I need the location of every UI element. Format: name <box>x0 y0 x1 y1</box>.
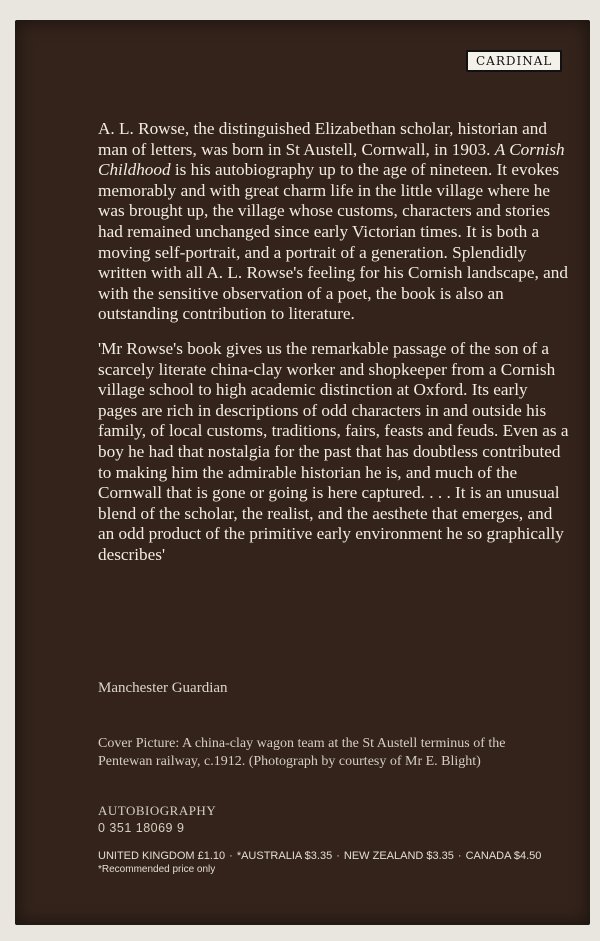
book-title: A Cornish Childhood <box>98 139 565 180</box>
isbn: 0 351 18069 9 <box>98 821 185 835</box>
price-separator: · <box>229 850 233 862</box>
price-separator: · <box>457 850 462 862</box>
description-body: is his autobiography up to the age of nineteen. It evokes memorably and with great charm life in the little village where he was brought up, the village whose customs, characters and stories had remained unchanged since early Victorian times. It is both a moving self-portrait, and a portrait of a generation. Splendidly written with all A. L. Rowse's feeling for his Cornish landscape, and with the sensitive observation of a poet, the book is also an outstanding contribution to literature. <box>98 160 568 324</box>
category-label: AUTOBIOGRAPHY <box>98 803 217 818</box>
price-canada: CANADA $4.50 <box>465 850 542 862</box>
blurb <box>98 119 570 579</box>
price-note: *Recommended price only <box>98 864 216 875</box>
publisher-logo: CARDINAL <box>466 50 562 72</box>
price-new-zealand: NEW ZEALAND $3.35 <box>343 850 454 862</box>
price-australia: *AUSTRALIA $3.35 <box>236 850 333 862</box>
cover-caption: Cover Picture: A china-clay wagon team at the St Austell terminus of the Pentewan railway, c.1912. (Photograph by courtesy of Mr E. Blight) <box>98 736 506 769</box>
description-paragraph <box>98 119 570 325</box>
price-uk: UNITED KINGDOM £1.10 <box>98 850 226 862</box>
quote-source: Manchester Guardian <box>98 680 228 696</box>
review-quote: 'Mr Rowse's book gives us the remarkable passage of the son of a scarcely literate china-clay worker and shopkeeper from a Cornish village school to high academic distinction at Oxford. Its early pages are rich in descriptions of odd characters in and outside his family, of local customs, traditions, fairs, feasts and feuds. Even as a boy he had that nostalgia for the past that has doubtless contributed to making him the admirable historian he is, and much of the Cornwall that is gone or going is here captured. . . . It is an unusual blend of the scholar, the realist, and the aesthete that emerges, and an odd product of the primitive early environment he so graphically describes' <box>98 338 569 564</box>
price-list <box>98 850 541 862</box>
description-intro: A. L. Rowse, the distinguished Elizabethan scholar, historian and man of letters, was born in St Austell, Cornwall, in 1903. <box>98 119 547 159</box>
price-separator: · <box>336 850 340 862</box>
